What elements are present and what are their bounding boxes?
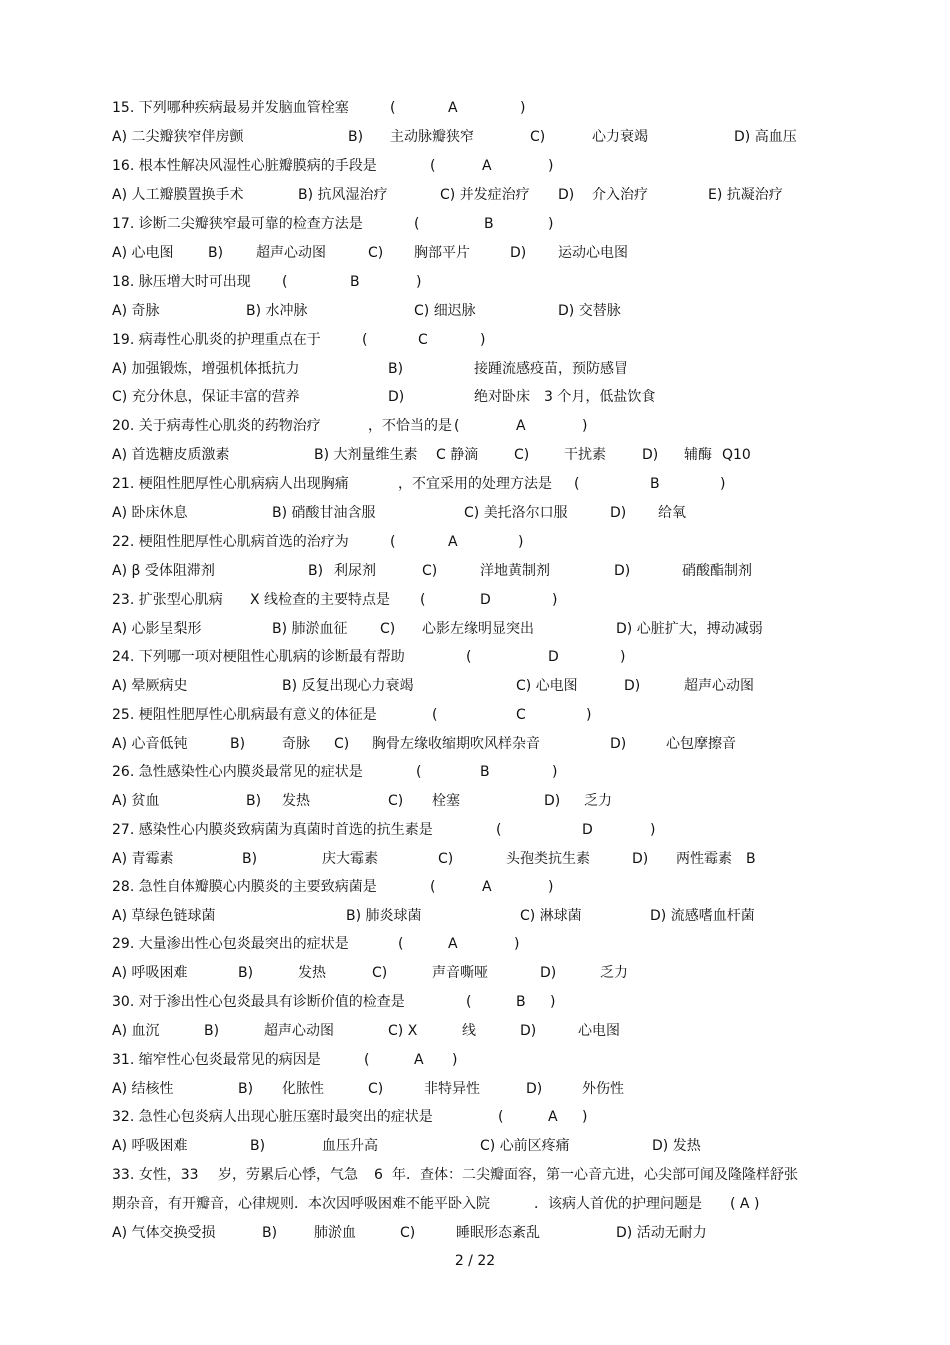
option-c-label: C) (530, 129, 546, 145)
answer-key: A (448, 100, 458, 116)
option-d: 绝对卧床 (474, 389, 530, 405)
option-b-label: B) (388, 361, 404, 377)
option-b: 庆大霉素 (322, 851, 378, 867)
question-text: 17. 诊断二尖瓣狭窄最可靠的检查方法是 (112, 216, 363, 232)
question-text: 27. 感染性心内膜炎致病菌为真菌时首选的抗生素是 (112, 822, 433, 838)
option-a: A) 首选糖皮质激素 (112, 447, 230, 463)
option-b: B) 硝酸甘油含服 (272, 505, 376, 521)
paren-open: ( (466, 994, 472, 1010)
option-c: 睡眠形态紊乱 (456, 1225, 540, 1241)
paren-open: ( (282, 274, 288, 290)
option-a: A) 心电图 (112, 245, 174, 261)
option-d: D) 发热 (652, 1138, 701, 1154)
option-b-label: B) (238, 965, 254, 981)
option-a: A) 青霉素 (112, 851, 174, 867)
option-c: 栓塞 (432, 793, 460, 809)
option-b: B) 肺淤血征 (272, 621, 348, 637)
question-text: 期杂音，有开瓣音，心律规则．本次因呼吸困难不能平卧入院 (112, 1196, 490, 1212)
question-text: 18. 脉压增大时可出现 (112, 274, 251, 290)
option-b-label: B) (308, 563, 324, 579)
option-d: D) 活动无耐力 (616, 1225, 707, 1241)
paren-open: ( (362, 332, 368, 348)
paren-close: ) (514, 936, 520, 952)
option-d: D) 心脏扩大，搏动减弱 (616, 621, 763, 637)
option-a: A) 贫血 (112, 793, 160, 809)
paren-close: ) (480, 332, 486, 348)
option-c: 声音嘶哑 (432, 965, 488, 981)
option-c-label: C) (438, 851, 454, 867)
option-d-detail: 3 个月，低盐饮食 (544, 389, 656, 405)
answer-key: A (448, 534, 458, 550)
answer-key: A (548, 1109, 558, 1125)
option-b: 发热 (298, 965, 326, 981)
option-d-label: D) (624, 678, 641, 694)
option-a: A) 血沉 (112, 1023, 160, 1039)
answer-key: ( A ) (730, 1196, 760, 1212)
answer-key: A (482, 158, 492, 174)
option-b: B) 肺炎球菌 (346, 908, 422, 924)
paren-open: ( (398, 936, 404, 952)
question-text: 32. 急性心包炎病人出现心脏压塞时最突出的症状是 (112, 1109, 433, 1125)
option-d-label: D) (388, 389, 405, 405)
paren-close: ) (552, 592, 558, 608)
option-c-label: C) (334, 736, 350, 752)
option-c: 头孢类抗生素 (506, 851, 590, 867)
option-b-label: B) (250, 1138, 266, 1154)
option-d: 乏力 (584, 793, 612, 809)
paren-open: ( (364, 1052, 370, 1068)
option-c: 胸骨左缘收缩期吹风样杂音 (372, 736, 540, 752)
option-c: C) 美托洛尔口服 (464, 505, 568, 521)
option-d: 介入治疗 (592, 187, 648, 203)
option-a: A) 呼吸困难 (112, 965, 188, 981)
option-b: 发热 (282, 793, 310, 809)
option-d-cont: Q10 (722, 447, 751, 463)
option-b-label: B) (246, 793, 262, 809)
answer-key: A (516, 418, 526, 434)
question-text-cont: ，不恰当的是 (368, 418, 452, 434)
paren-close: ) (582, 1109, 588, 1125)
question-text-cont: ．该病人首优的护理问题是 (534, 1196, 702, 1212)
option-d-label: D) (632, 851, 649, 867)
paren-open: ( (414, 216, 420, 232)
option-a: A) 心音低钝 (112, 736, 188, 752)
option-d: 运动心电图 (558, 245, 628, 261)
option-d: 超声心动图 (684, 678, 754, 694)
question-text: 24. 下列哪一项对梗阻性心肌病的诊断最有帮助 (112, 649, 405, 665)
question-text-cont: ，不宜采用的处理方法是 (398, 476, 552, 492)
option-d-label: D) (614, 563, 631, 579)
paren-open: ( (390, 100, 396, 116)
option-c: C) 细迟脉 (414, 303, 476, 319)
option-c: 心影左缘明显突出 (422, 621, 534, 637)
option-b: 化脓性 (282, 1081, 324, 1097)
paren-close: ) (520, 100, 526, 116)
paren-open: ( (496, 822, 502, 838)
option-d-label: D) (610, 505, 627, 521)
paren-close: ) (720, 476, 726, 492)
option-d-label: D) (610, 736, 627, 752)
option-a: A) 心影呈梨形 (112, 621, 202, 637)
answer-key: D (582, 822, 593, 838)
question-text: 15. 下列哪种疾病最易并发脑血管栓塞 (112, 100, 349, 116)
question-text: 28. 急性自体瓣膜心内膜炎的主要致病菌是 (112, 879, 377, 895)
option-b: 血压升高 (322, 1138, 378, 1154)
option-b-label: B) (208, 245, 224, 261)
option-b: 利尿剂 (334, 563, 376, 579)
option-c: C) 充分休息，保证丰富的营养 (112, 389, 300, 405)
question-text: 29. 大量渗出性心包炎最突出的症状是 (112, 936, 349, 952)
answer-key: B (484, 216, 494, 232)
option-a: A) 气体交换受损 (112, 1225, 216, 1241)
option-c-label: C) (514, 447, 530, 463)
option-c-cont: 线 (462, 1023, 476, 1039)
option-b: 肺淤血 (314, 1225, 356, 1241)
option-a: A) 加强锻炼，增强机体抵抗力 (112, 361, 300, 377)
option-a: A) 人工瓣膜置换手术 (112, 187, 244, 203)
question-text: 31. 缩窄性心包炎最常见的病因是 (112, 1052, 321, 1068)
question-text-cont2: 年．查体：二尖瓣面容，第一心音亢进，心尖部可闻及隆隆样舒张 (392, 1167, 798, 1183)
option-b-label: B) (348, 129, 364, 145)
option-d: 硝酸酯制剂 (682, 563, 752, 579)
option-b-label: B) (230, 736, 246, 752)
paren-open: ( (416, 764, 422, 780)
option-c: C) 并发症治疗 (440, 187, 530, 203)
answer-key: A (448, 936, 458, 952)
paren-close: ) (586, 707, 592, 723)
paren-open: ( (430, 158, 436, 174)
option-b: 奇脉 (282, 736, 310, 752)
answer-key: B (516, 994, 526, 1010)
page-number: 2 / 22 (454, 1253, 496, 1269)
option-b: 超声心动图 (264, 1023, 334, 1039)
option-d-label: D) (558, 187, 575, 203)
paren-close: ) (548, 216, 554, 232)
option-a: A) 奇脉 (112, 303, 160, 319)
option-b: B) 抗风湿治疗 (298, 187, 388, 203)
option-c: 胸部平片 (414, 245, 470, 261)
question-text-cont: 岁，劳累后心悸，气急 (218, 1167, 358, 1183)
option-c: C) X (388, 1023, 418, 1039)
option-d: 乏力 (600, 965, 628, 981)
option-c-label: C) (372, 965, 388, 981)
option-d: 给氧 (658, 505, 686, 521)
question-text: 23. 扩张型心肌病 (112, 592, 223, 608)
question-text: 25. 梗阻性肥厚性心肌病最有意义的体征是 (112, 707, 377, 723)
option-b-label: B) (262, 1225, 278, 1241)
option-d: D) 流感嗜血杆菌 (650, 908, 755, 924)
option-b: 主动脉瓣狭窄 (390, 129, 474, 145)
option-b: B) 反复出现心力衰竭 (282, 678, 414, 694)
question-text: 33. 女性，33 (112, 1167, 199, 1183)
answer-key: C (418, 332, 428, 348)
option-d: 两性霉素 (676, 851, 732, 867)
option-c-label: C) (388, 793, 404, 809)
option-d: 心电图 (578, 1023, 620, 1039)
question-text: 21. 梗阻性肥厚性心肌病病人出现胸痛 (112, 476, 349, 492)
paren-close: ) (620, 649, 626, 665)
option-e: E) 抗凝治疗 (708, 187, 783, 203)
answer-key: A (482, 879, 492, 895)
option-d-label: D) (520, 1023, 537, 1039)
option-c-label: C) (400, 1225, 416, 1241)
question-text: 19. 病毒性心肌炎的护理重点在于 (112, 332, 321, 348)
question-text: 20. 关于病毒性心肌炎的药物治疗 (112, 418, 321, 434)
paren-open: ( (432, 707, 438, 723)
option-c: 心力衰竭 (592, 129, 648, 145)
option-c: 洋地黄制剂 (480, 563, 550, 579)
option-d-label: D) (510, 245, 527, 261)
question-text: 16. 根本性解决风湿性心脏瓣膜病的手段是 (112, 158, 377, 174)
option-a: A) β 受体阻滞剂 (112, 563, 215, 579)
option-c: C) 心前区疼痛 (480, 1138, 570, 1154)
paren-open: ( (454, 418, 460, 434)
option-d-label: D) (642, 447, 659, 463)
answer-key: B (480, 764, 490, 780)
option-d-cont: B (746, 851, 756, 867)
option-a: A) 卧床休息 (112, 505, 188, 521)
option-b-cont: C 静滴 (436, 447, 479, 463)
option-d: D) 交替脉 (558, 303, 621, 319)
option-d-label: D) (540, 965, 557, 981)
option-d: D) 高血压 (734, 129, 797, 145)
paren-close: ) (550, 994, 556, 1010)
option-d: 辅酶 (684, 447, 712, 463)
paren-open: ( (390, 534, 396, 550)
paren-close: ) (582, 418, 588, 434)
option-c: 干扰素 (564, 447, 606, 463)
paren-close: ) (548, 158, 554, 174)
paren-open: ( (498, 1109, 504, 1125)
option-b: B) 大剂量维生素 (314, 447, 418, 463)
option-a: A) 晕厥病史 (112, 678, 188, 694)
option-d-label: D) (544, 793, 561, 809)
paren-close: ) (650, 822, 656, 838)
paren-open: ( (430, 879, 436, 895)
option-b: 超声心动图 (256, 245, 326, 261)
option-c-label: C) (422, 563, 438, 579)
question-text: 26. 急性感染性心内膜炎最常见的症状是 (112, 764, 363, 780)
paren-close: ) (552, 764, 558, 780)
option-b: B) 水冲脉 (246, 303, 308, 319)
option-d: 外伤性 (582, 1081, 624, 1097)
option-c-label: C) (368, 1081, 384, 1097)
answer-key: D (548, 649, 559, 665)
question-text-number: 6 (374, 1167, 383, 1183)
option-b: 接踵流感疫苗，预防感冒 (474, 361, 628, 377)
option-d-label: D) (526, 1081, 543, 1097)
answer-key: B (350, 274, 360, 290)
answer-key: B (650, 476, 660, 492)
option-b-label: B) (204, 1023, 220, 1039)
option-d: 心包摩擦音 (666, 736, 736, 752)
option-a: A) 草绿色链球菌 (112, 908, 216, 924)
paren-open: ( (574, 476, 580, 492)
option-b-label: B) (238, 1081, 254, 1097)
question-text-cont: X 线检查的主要特点是 (250, 592, 391, 608)
question-text: 30. 对于渗出性心包炎最具有诊断价值的检查是 (112, 994, 405, 1010)
option-a: A) 呼吸困难 (112, 1138, 188, 1154)
answer-key: C (516, 707, 526, 723)
option-c: 非特异性 (424, 1081, 480, 1097)
option-b-label: B) (242, 851, 258, 867)
option-a: A) 结核性 (112, 1081, 174, 1097)
answer-key: A (414, 1052, 424, 1068)
answer-key: D (480, 592, 491, 608)
option-c: C) 心电图 (516, 678, 578, 694)
option-c: C) 淋球菌 (520, 908, 582, 924)
paren-close: ) (416, 274, 422, 290)
paren-close: ) (548, 879, 554, 895)
paren-close: ) (452, 1052, 458, 1068)
question-text: 22. 梗阻性肥厚性心肌病首选的治疗为 (112, 534, 349, 550)
option-c-label: C) (380, 621, 396, 637)
option-a: A) 二尖瓣狭窄伴房颤 (112, 129, 244, 145)
option-c-label: C) (368, 245, 384, 261)
paren-open: ( (420, 592, 426, 608)
paren-close: ) (518, 534, 524, 550)
paren-open: ( (466, 649, 472, 665)
